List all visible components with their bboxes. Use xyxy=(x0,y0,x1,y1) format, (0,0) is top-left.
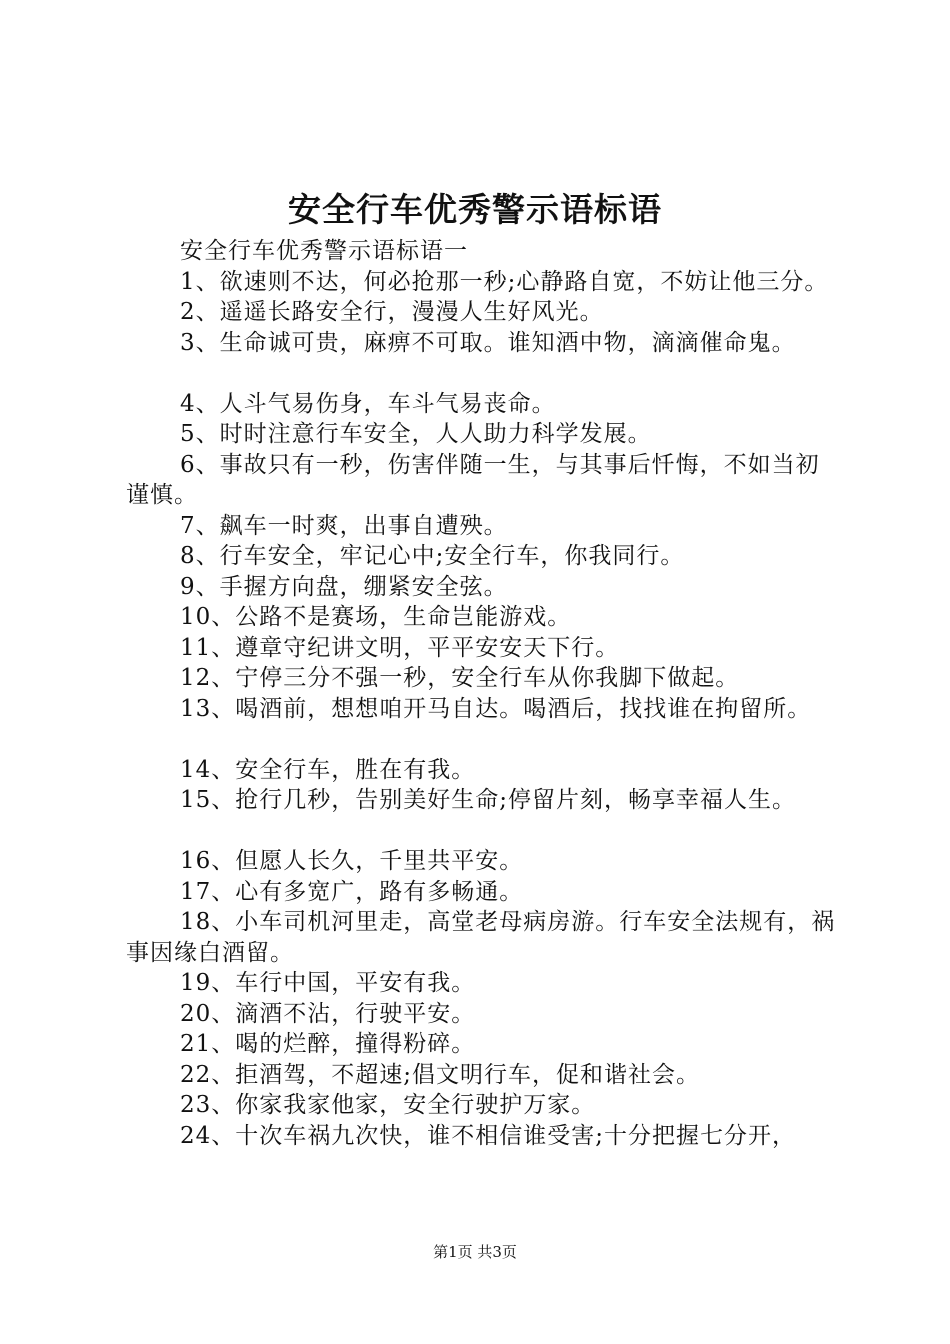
slogan-item-5: 5、时时注意行车安全，人人助力科学发展。 xyxy=(180,421,652,447)
slogan-item-9: 9、手握方向盘，绷紧安全弦。 xyxy=(180,573,508,600)
slogan-item-17: 17、心有多宽广，路有多畅通。 xyxy=(180,878,524,905)
slogan-item-12: 12、宁停三分不强一秒，安全行车从你我脚下做起。 xyxy=(180,665,740,691)
page-number: 第1页 共3页 xyxy=(433,1243,517,1261)
section-heading: 安全行车优秀警示语标语一 xyxy=(180,238,468,264)
slogan-item-14: 14、安全行车，胜在有我。 xyxy=(180,756,476,783)
slogan-item-19: 19、车行中国，平安有我。 xyxy=(180,970,476,996)
slogan-item-15: 15、抢行几秒，告别美好生命;停留片刻，畅享幸福人生。 xyxy=(180,787,797,813)
slogan-item-24: 24、十次车祸九次快，谁不相信谁受害;十分把握七分开， xyxy=(180,1122,797,1149)
slogan-item-23: 23、你家我家他家，安全行驶护万家。 xyxy=(180,1092,596,1118)
slogan-item-6: 6、事故只有一秒，伤害伴随一生，与其事后忏悔，不如当初谨慎。 xyxy=(126,451,820,508)
slogan-item-7: 7、飙车一时爽，出事自遭殃。 xyxy=(180,512,508,539)
paragraph-gap xyxy=(126,358,842,389)
paragraph-gap xyxy=(126,816,842,847)
slogan-item-4: 4、人斗气易伤身，车斗气易丧命。 xyxy=(180,390,556,417)
slogan-item-8: 8、行车安全，牢记心中;安全行车，你我同行。 xyxy=(180,543,685,569)
slogan-item-20: 20、滴酒不沾，行驶平安。 xyxy=(180,1000,476,1027)
slogan-item-2: 2、遥遥长路安全行，漫漫人生好风光。 xyxy=(180,299,604,325)
document-body xyxy=(126,236,842,1151)
slogan-item-21: 21、喝的烂醉，撞得粉碎。 xyxy=(180,1031,476,1057)
slogan-item-18: 18、小车司机河里走，高堂老母病房游。行车安全法规有，祸事因缘白酒留。 xyxy=(126,909,836,966)
slogan-item-13: 13、喝酒前，想想咱开马自达。喝酒后，找找谁在拘留所。 xyxy=(180,695,812,722)
slogan-item-1: 1、欲速则不达，何必抢那一秒;心静路自宽，不妨让他三分。 xyxy=(180,268,829,295)
document-title: 安全行车优秀警示语标语 xyxy=(288,190,662,229)
slogan-item-3: 3、生命诚可贵，麻痹不可取。谁知酒中物，滴滴催命鬼。 xyxy=(180,329,796,356)
slogan-item-10: 10、公路不是赛场，生命岂能游戏。 xyxy=(180,604,572,630)
paragraph-gap xyxy=(126,724,842,755)
slogan-item-22: 22、拒酒驾，不超速;倡文明行车，促和谐社会。 xyxy=(180,1061,701,1088)
slogan-item-11: 11、遵章守纪讲文明，平平安安天下行。 xyxy=(180,634,620,661)
slogan-item-16: 16、但愿人长久，千里共平安。 xyxy=(180,848,524,874)
